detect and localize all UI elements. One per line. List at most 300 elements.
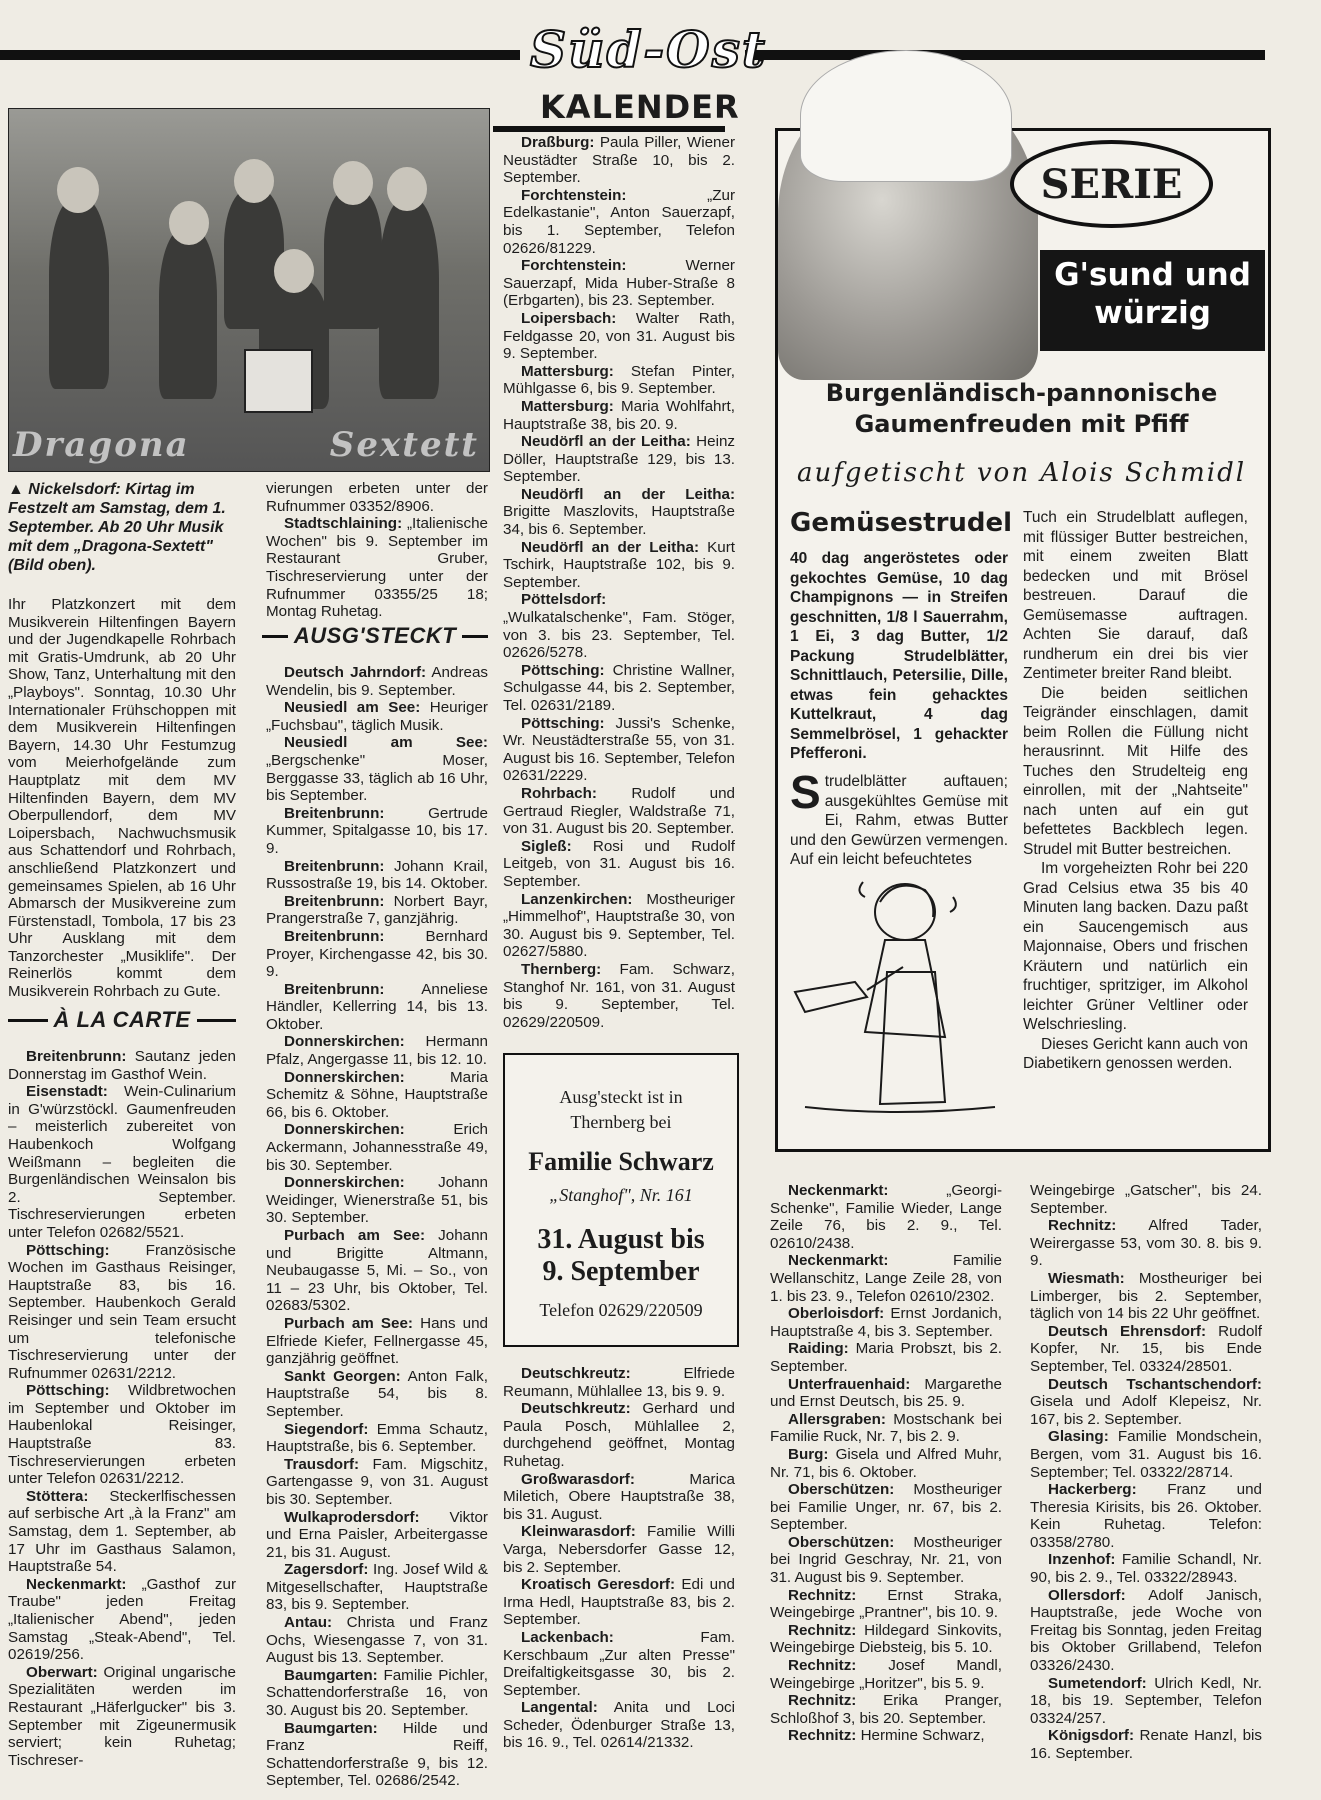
entry-text: Hildegard Sinkovits, Weingebirge Diebsteig, bis 5. 10.	[770, 1621, 1002, 1657]
entry-place: Breitenbrunn:	[26, 1048, 127, 1065]
entry-place: Unterfrauenhaid:	[788, 1375, 911, 1393]
list-item	[266, 1421, 488, 1456]
entry-place: Pöttsching:	[521, 714, 605, 732]
entry-place: Langental:	[521, 1699, 598, 1717]
list-item	[770, 1587, 1002, 1622]
entry-text: Adolf Janisch, Hauptstraße, jede Woche von Freitag bis Sonntag, jeden Freitag bis Oktober Grillabend, Telefon 03326/2430.	[1030, 1586, 1262, 1675]
method-left	[790, 766, 1008, 870]
entry-place: Glasing:	[1048, 1428, 1109, 1446]
entry-text: Marica Miletich, Obere Hauptstraße 38, bis 31. August.	[503, 1470, 735, 1523]
method-right-4: Dieses Gericht kann auch von Diabetikern genossen werden.	[1023, 1035, 1248, 1072]
entry-place: Neudörfl an der Leitha:	[521, 538, 699, 556]
list-item	[503, 539, 735, 592]
entry-text: Anneliese Händler, Kellerring 14, bis 13. Oktober.	[266, 980, 488, 1033]
entry-place: Hackerberg:	[1048, 1481, 1137, 1499]
entry-text: Jussi's Schenke, Wr. Neustädterstraße 55, von 31. August bis 16. September, Telefon 02631/2229.	[503, 714, 735, 785]
entry-place: Großwarasdorf:	[521, 1470, 635, 1488]
list-item	[503, 1699, 735, 1752]
entry-place: Breitenbrunn:	[284, 927, 385, 945]
entry-place: Inzenhof:	[1048, 1551, 1116, 1569]
list-item	[266, 1561, 488, 1614]
promo-phone: Telefon 02629/220509	[539, 1300, 703, 1320]
list-item	[503, 1471, 735, 1524]
entry-place: Neckenmarkt:	[26, 1575, 127, 1593]
entry-place: Forchtenstein:	[521, 257, 627, 275]
entry-place: Donnerskirchen:	[284, 1121, 405, 1139]
watermark-left: Dragona	[13, 425, 190, 465]
entry-text: Hans und Elfriede Kiefer, Fellnergasse 45, ganzjährig geöffnet.	[266, 1314, 488, 1368]
list-item	[266, 664, 488, 699]
promo-line2: Thernberg bei	[570, 1112, 672, 1132]
entry-place: Pöttsching:	[26, 1382, 110, 1400]
entry-text: Christa und Franz Ochs, Wiesengasse 7, von 31. August bis 13. September.	[266, 1614, 488, 1667]
entry-text: Renate Hanzl, bis 16. September.	[1030, 1727, 1262, 1762]
list-item	[1030, 1270, 1262, 1323]
entry-place: Breitenbrunn:	[284, 892, 385, 910]
entry-text: Mostheuriger bei Ingrid Geschray, Nr. 21, von 31. August bis 9. September.	[770, 1533, 1002, 1587]
entry-place: Oberloisdorf:	[788, 1305, 885, 1323]
list-item	[770, 1411, 1002, 1446]
method-right-3: Im vorgeheizten Rohr bei 220 Grad Celsius etwa 35 bis 40 Minuten lang backen. Dazu paßt ein Saucengemisch aus Majonnaise, Obers und frischen Kräutern und natürlich ein fruchtiger, spritziger, im Alkohol leichter Grüner Veltliner oder Welschriesling.	[1023, 860, 1248, 1033]
section-title: AUSG'STECKT	[293, 623, 457, 648]
entry-text: Hermine Schwarz,	[856, 1727, 985, 1745]
section-rule	[262, 635, 288, 638]
entry-place: Kleinwarasdorf:	[521, 1523, 636, 1541]
list-item	[8, 1576, 236, 1664]
entry-text: Familie Schandl, Nr. 90, bis 2. 9., Tel. 03322/28943.	[1030, 1551, 1262, 1587]
entry-text: Maria Schemitz & Söhne, Hauptstraße 66, bis 6. Oktober.	[266, 1068, 488, 1121]
list-item	[1030, 1727, 1262, 1762]
list-item	[770, 1534, 1002, 1587]
promo-name: Familie Schwarz	[528, 1147, 714, 1176]
entry-text: „Wulkatalschenke", Fam. Stöger, von 3. bis 23. September, Tel. 02626/5278.	[503, 609, 735, 662]
band-photo	[8, 108, 490, 472]
column-1	[8, 596, 236, 1001]
list-item	[266, 515, 488, 621]
section-title: À LA CARTE	[53, 1007, 191, 1032]
entry-place: Pöttsching:	[521, 661, 605, 679]
entry-text: Steckerlfischessen auf serbische Art „à la Franz" am Samstag, dem 1. September, ab 17 Uhr im Gasthaus Salamon, Hauptstraße 54.	[8, 1487, 236, 1576]
promo-dates2: 9. September	[542, 1256, 700, 1287]
entry-place: Lanzenkirchen:	[521, 890, 633, 908]
entry-text: Wein-Culinarium in G'würzstöckl. Gaumenfreuden – meisterlich zubereitet von Haubenkoch Wolfgang Weißmann – begleiten die Burgenländischen Weinsalon bis 2. September. Tischreservierungen erbeten unter Telefon 02682/5521.	[8, 1083, 236, 1241]
list-item	[503, 1400, 735, 1470]
entry-text: Brigitte Maszlovits, Hauptstraße 34, bis 6. September.	[503, 503, 735, 539]
entry-text: Anton Falk, Hauptstraße 54, bis 8. September.	[266, 1367, 488, 1420]
entry-text: Fam. Schwarz, Stanghof Nr. 161, von 31. August bis 9. September, Tel. 02629/220509.	[503, 960, 735, 1031]
ingredients: 40 dag angeröstetes oder gekochtes Gemüse, 10 dag Champignons — in Streifen geschnitten, 1/8 l Sauerrahm, 1 Ei, 3 dag Butter, 1/2 Packung Strudelblätter, Schnittlauch, Petersilie, Dille, etwas fein gehacktes Kuttelkraut, 4 dag Semmelbrösel, 1 gehackter Pfefferoni.	[790, 550, 1008, 762]
column-5	[1030, 1182, 1262, 1763]
list-item	[503, 486, 735, 539]
entry-place: Eisenstadt:	[26, 1083, 108, 1101]
entry-place: Rechnitz:	[788, 1621, 857, 1639]
photo-figure	[333, 161, 373, 205]
entry-text: Bernhard Proyer, Kirchengasse 42, bis 30. 9.	[266, 927, 488, 981]
entry-place: Raiding:	[788, 1340, 849, 1358]
list-item	[503, 398, 735, 433]
list-item	[503, 961, 735, 1031]
entry-place: Deutschkreutz:	[521, 1400, 631, 1418]
entry-place: Sankt Georgen:	[284, 1367, 401, 1385]
cook-illustration	[785, 872, 1010, 1122]
entry-place: Neusiedl am See:	[284, 734, 488, 752]
list-item	[503, 433, 735, 486]
entry-text: Erich Ackermann, Johannesstraße 49, bis 30. September.	[266, 1121, 488, 1174]
entry-place: Mattersburg:	[521, 397, 614, 415]
promo-line1: Ausg'steckt ist in	[559, 1087, 683, 1107]
entry-text: Viktor und Erna Paisler, Arbeitergasse 21, bis 31. August.	[266, 1508, 488, 1561]
entry-text: Gisela und Adolf Klepeisz, Nr. 167, bis 2. September.	[1030, 1393, 1262, 1428]
column-1-carte	[8, 1048, 236, 1769]
watermark-right: Sextett	[329, 425, 479, 465]
list-item	[1030, 1323, 1262, 1376]
entry-text: Rosi und Rudolf Leitgeb, von 31. August bis 16. September.	[503, 837, 735, 890]
entry-text: Mostheuriger bei Familie Unger, nr. 67, bis 2. September.	[770, 1481, 1002, 1534]
list-item	[503, 662, 735, 715]
entry-place: Rechnitz:	[788, 1727, 857, 1745]
entry-place: Baumgarten:	[284, 1666, 378, 1684]
entry-place: Donnerskirchen:	[284, 1068, 405, 1086]
list-item	[503, 257, 735, 310]
column-3-lower	[503, 1365, 735, 1752]
entry-place: Ollersdorf:	[1048, 1586, 1126, 1604]
continued-text: vierungen erbeten unter der Rufnummer 03352/8906.	[266, 480, 488, 515]
entry-place: Zagersdorf:	[284, 1561, 369, 1579]
list-item	[266, 805, 488, 858]
list-item	[1030, 1428, 1262, 1481]
entry-place: Breitenbrunn:	[284, 980, 385, 998]
list-item	[503, 838, 735, 891]
column-2-list	[266, 664, 488, 1790]
entry-text: Elfriede Reumann, Mühlallee 13, bis 9. 9.	[503, 1365, 735, 1400]
entry-text: Stefan Pinter, Mühlgasse 6, bis 9. September.	[503, 362, 735, 398]
entry-text: Gerhard und Paula Posch, Mühlallee 2, durchgehend geöffnet, Montag Ruhetag.	[503, 1400, 735, 1470]
gsund-banner	[1040, 250, 1265, 351]
entry-place: Deutsch Tschantschendorf:	[1048, 1375, 1262, 1393]
entry-text: Familie Wellanschitz, Lange Zeile 28, von 1. bis 23. 9., Telefon 02610/2302.	[770, 1252, 1002, 1305]
list-item	[8, 1382, 236, 1488]
entry-place: Allersgraben:	[788, 1410, 886, 1428]
entry-place: Wiesmath:	[1048, 1269, 1125, 1287]
gsund-line2: würzig	[1094, 295, 1211, 331]
entry-text: Alfred Tader, Weirergasse 53, vom 30. 8. bis 9. 9.	[1030, 1217, 1262, 1270]
list-item	[770, 1727, 1002, 1745]
photo-figure	[379, 199, 439, 399]
top-rule-left	[0, 50, 520, 60]
steam	[859, 882, 865, 897]
list-item	[8, 1488, 236, 1576]
entry-text: Rudolf und Gertraud Riegler, Waldstraße 71, von 31. August bis 20. September.	[503, 784, 735, 838]
recipe-title-line2: Gaumenfreuden mit Pfiff	[854, 410, 1189, 438]
photo-watermark	[9, 425, 489, 465]
entry-text: Mostheuriger bei Limberger, bis 2. September, täglich von 14 bis 22 Uhr geöffnet.	[1030, 1269, 1262, 1323]
entry-text: Maria Wohlfahrt, Hauptstraße 38, bis 20. 9.	[503, 397, 735, 433]
entry-text: Erika Pranger, Schloßhof 3, bis 20. September.	[770, 1692, 1002, 1727]
entry-text: Französische Wochen im Gasthaus Reisinger, Hauptstraße 83, bis 16. September. Haubenkoch Gerald Reisinger und sein Team ersucht um telefonische Tischreservierung unter der Rufnummer 02631/2212.	[8, 1241, 236, 1382]
list-item	[266, 1368, 488, 1421]
list-item	[266, 858, 488, 893]
serie-badge: SERIE	[1010, 140, 1213, 228]
list-item	[770, 1252, 1002, 1305]
entry-text: Wildbretwochen im September und Oktober im Haubenlokal Reisinger, Hauptstraße 83. Tischreservierungen erbeten unter Telefon 02631/2212.	[8, 1382, 236, 1488]
list-item	[770, 1376, 1002, 1411]
entry-text: Hilde und Franz Reiff, Schattendorferstraße 9, bis 12. September, Tel. 02686/2542.	[266, 1719, 488, 1790]
entry-text: Ernst Jordanich, Hauptstraße 4, bis 3. September.	[770, 1305, 1002, 1340]
ground-line	[805, 1107, 995, 1112]
section-rule	[8, 1019, 48, 1022]
list-item	[1030, 1376, 1262, 1429]
list-item	[266, 1033, 488, 1068]
entry-text: Norbert Bayr, Prangerstraße 7, ganzjährig.	[266, 892, 488, 928]
entry-place: Forchtenstein:	[521, 186, 627, 204]
method-right-1: Tuch ein Strudelblatt auflegen, mit flüssiger Butter bestreichen, mit einem zweiten Blatt bedecken und mit Brösel bestreuen. Darauf die Gemüsemasse auftragen. Achten Sie darauf, daß rundherum ein drei bis vier Zentimeter breiter Rand bleibt.	[1023, 509, 1248, 682]
entry-place: Pöttelsdorf:	[521, 591, 607, 609]
photo-figure	[234, 159, 274, 203]
logo-script: Süd-Ost	[530, 20, 767, 79]
list-item	[266, 981, 488, 1034]
photo-figure	[169, 201, 209, 245]
photo-accordion	[244, 349, 313, 413]
entry-text: „Gasthof zur Traube" jeden Freitag „Italienischer Abend", jeden Samstag „Steak-Abend", Tel. 02619/256.	[8, 1575, 236, 1664]
list-item	[1030, 1481, 1262, 1551]
entry-text: Familie Pichler, Schattendorferstraße 16, von 30. August bis 20. September.	[266, 1666, 488, 1720]
chef-hat	[800, 50, 1012, 182]
list-item	[503, 1629, 735, 1699]
entry-place: Königsdorf:	[1048, 1727, 1135, 1745]
photo-figure	[49, 199, 109, 389]
list-item	[503, 1365, 735, 1400]
entry-place: Baumgarten:	[284, 1719, 378, 1737]
entry-text: Gertrude Kummer, Spitalgasse 10, bis 17. 9.	[266, 804, 488, 857]
entry-text: Hermann Pfalz, Angergasse 11, bis 12. 10.	[266, 1033, 488, 1069]
photo-figure	[159, 229, 217, 399]
entry-text: Heinz Döller, Hauptstraße 129, bis 13. September.	[503, 433, 735, 486]
column-2	[266, 480, 488, 621]
list-item	[266, 1121, 488, 1174]
entry-place: Neckenmarkt:	[788, 1252, 889, 1270]
dropcap: S	[790, 766, 821, 818]
entry-text: Heuriger „Fuchsbau", täglich Musik.	[266, 699, 488, 734]
cook-arm	[867, 967, 903, 990]
entry-place: Rechnitz:	[788, 1586, 857, 1604]
entry-text: Gisela und Alfred Muhr, Nr. 71, bis 6. Oktober.	[770, 1445, 1002, 1481]
list-item	[8, 1083, 236, 1241]
list-item	[266, 1720, 488, 1790]
entry-text: Ing. Josef Wild & Mitgesellschafter, Hauptstraße 83, bis 9. September.	[266, 1561, 488, 1614]
entry-text: Paula Piller, Wiener Neustädter Straße 10, bis 2. September.	[503, 134, 735, 187]
entry-place: Oberschützen:	[788, 1533, 895, 1551]
photo-figure	[324, 189, 382, 329]
cook-tray	[795, 982, 867, 1012]
list-item	[503, 1523, 735, 1576]
entry-text: „Georgi-Schenke", Familie Wieder, Lange Zeile 76, bis 2. 9., Tel. 02610/2438.	[770, 1182, 1002, 1252]
list-item	[266, 1614, 488, 1667]
entry-place: Neudörfl an der Leitha:	[521, 485, 735, 503]
entry-text: Johann Krail, Russostraße 19, bis 14. Oktober.	[266, 857, 489, 893]
list-item	[503, 715, 735, 785]
method-right-2: Die beiden seitlichen Teigränder einschlagen, damit beim Rollen die Füllung nicht herausrinnt. Mit Hilfe des Tuches den Strudelteig eng einrollen, mit der „Nahtseite" nach unten auf ein gut befettetes Backblech legen. Strudel mit Butter bestreichen.	[1023, 684, 1248, 858]
entry-text: Fam. Migschitz, Gartengasse 9, von 31. August bis 30. September.	[266, 1455, 488, 1508]
entry-text: Sautanz jeden Donnerstag im Gasthof Wein.	[8, 1048, 236, 1083]
entry-text: Josef Mandl, Weingebirge „Horitzer", bis 5. 9.	[770, 1657, 1002, 1692]
entry-text: Ulrich Kedl, Nr. 18, bis 19. September, Telefon 03324/257.	[1030, 1674, 1262, 1727]
entry-text: Johann Weidinger, Wienerstraße 51, bis 30. September.	[266, 1174, 488, 1227]
section-rule	[197, 1019, 237, 1022]
entry-text: Werner Sauerzapf, Mida Huber-Straße 8 (Erbgarten), bis 23. September.	[503, 257, 735, 310]
entry-text: Familie Willi Varga, Nebersdorfer Gasse 12, bis 2. September.	[503, 1523, 735, 1576]
recipe-title-line1: Burgenländisch-pannonische	[825, 379, 1218, 407]
entry-text: Franz und Theresia Kirisits, bis 26. Oktober. Kein Ruhetag. Telefon: 03358/2780.	[1030, 1481, 1262, 1551]
entry-text: Original ungarische Spezialitäten werden im Restaurant „Häferlgucker" bis 3. September mit Zigeunermusik serviert; kein Ruhetag; Tischreser-	[8, 1663, 236, 1769]
entry-text: Anita und Loci Scheder, Ödenburger Straße 13, bis 16. 9., Tel. 02614/21332.	[503, 1699, 735, 1752]
list-item	[770, 1622, 1002, 1657]
entry-place: Purbach am See:	[284, 1227, 426, 1244]
list-item	[1030, 1675, 1262, 1728]
list-item	[503, 785, 735, 838]
entry-place: Loipersbach:	[521, 309, 617, 327]
entry-text: Christine Wallner, Schulgasse 44, bis 2. September, Tel. 02631/2189.	[503, 661, 735, 714]
entry-place: Rechnitz:	[788, 1692, 857, 1710]
list-item	[266, 1069, 488, 1122]
section-head-ausgsteckt	[262, 623, 488, 649]
list-item	[1030, 1587, 1262, 1675]
list-item	[266, 1315, 488, 1368]
list-item	[770, 1340, 1002, 1375]
recipe-title	[778, 378, 1265, 440]
photo-figure	[274, 249, 314, 293]
entry-place: Pöttsching:	[26, 1241, 110, 1259]
entry-place: Siegendorf:	[284, 1420, 369, 1438]
entry-place: Lackenbach:	[521, 1628, 614, 1646]
entry-text: „Bergschenke" Moser, Berggasse 33, täglich ab 16 Uhr, bis September.	[266, 751, 488, 805]
list-item	[1030, 1217, 1262, 1270]
list-item	[266, 928, 488, 981]
entry-text: „Italienische Wochen" bis 9. September im Restaurant Gruber, Tischreservierung unter der Rufnummer 03355/25 18; Montag Ruhetag.	[266, 515, 488, 621]
entry-place: Wulkaprodersdorf:	[284, 1508, 420, 1526]
entry-place: Rohrbach:	[521, 784, 597, 802]
list-item	[770, 1305, 1002, 1340]
section-head-carte	[8, 1007, 236, 1033]
entry-text: Emma Schautz, Hauptstraße, bis 6. September.	[266, 1420, 488, 1456]
entry-place: Stöttera:	[26, 1487, 89, 1505]
byline: aufgetischt von Alois Schmidl	[796, 458, 1247, 488]
entry-text: Edi und Irma Hedl, Hauptstraße 83, bis 2. September.	[503, 1576, 735, 1629]
logo-underline	[493, 126, 725, 132]
list-item	[770, 1692, 1002, 1727]
photo-figure	[57, 167, 99, 213]
list-item	[266, 1667, 488, 1720]
entry-place: Antau:	[284, 1614, 333, 1632]
entry-text: Johann und Brigitte Altmann, Neubaugasse 5, Mi. – So., von 11 – 23 Uhr, bis Oktober, Tel. 02683/5302.	[266, 1227, 488, 1315]
list-item	[503, 1576, 735, 1629]
list-item	[266, 734, 488, 804]
entry-place: Deutsch Ehrensdorf:	[1048, 1322, 1207, 1340]
continued-text: Weingebirge „Gatscher", bis 24. September.	[1030, 1182, 1262, 1217]
entry-place: Trausdorf:	[284, 1455, 360, 1473]
entry-place: Kroatisch Geresdorf:	[521, 1576, 676, 1594]
list-item	[503, 187, 735, 257]
entry-place: Sigleß:	[521, 837, 572, 855]
list-item	[266, 1456, 488, 1509]
entry-text: Rudolf Kopfer, Nr. 15, bis Ende September, Tel. 03324/28501.	[1030, 1322, 1262, 1375]
entry-text: Mostheuriger „Himmelhof", Hauptstraße 30, von 30. August bis 9. September, Tel. 02627/5880.	[503, 890, 735, 961]
list-item	[8, 1664, 236, 1770]
entry-place: Neusiedl am See:	[284, 699, 421, 717]
entry-place: Neudörfl an der Leitha:	[521, 433, 691, 451]
list-item	[266, 1227, 488, 1315]
method-right	[1023, 508, 1248, 1074]
entry-place: Purbach am See:	[284, 1314, 413, 1332]
entry-place: Stadtschlaining:	[284, 515, 403, 533]
entry-place: Oberschützen:	[788, 1481, 895, 1499]
list-item	[770, 1481, 1002, 1534]
entry-place: Rechnitz:	[1048, 1217, 1117, 1235]
list-item	[770, 1657, 1002, 1692]
logo-main: KALENDER	[540, 88, 740, 126]
column-5-list	[1030, 1217, 1262, 1762]
list-item	[266, 893, 488, 928]
list-item	[266, 699, 488, 734]
photo-caption: ▲ Nickelsdorf: Kirtag im Festzelt am Samstag, dem 1. September. Ab 20 Uhr Musik mit dem „Dragona-Sextett" (Bild oben).	[8, 481, 226, 574]
promo-box	[503, 1053, 739, 1347]
entry-text: „Zur Edelkastanie", Anton Sauerzapf, bis 1. September, Telefon 02626/81229.	[503, 186, 735, 257]
entry-place: Donnerskirchen:	[284, 1033, 405, 1051]
list-item	[770, 1182, 1002, 1252]
column-3	[503, 134, 735, 1031]
column-4	[770, 1182, 1002, 1745]
list-item	[503, 891, 735, 961]
list-item	[770, 1446, 1002, 1481]
list-item	[503, 134, 735, 187]
entry-text: Mostschank bei Familie Ruck, Nr. 7, bis 2. 9.	[770, 1410, 1002, 1446]
promo-dates1: 31. August bis	[537, 1224, 705, 1255]
photo-figure	[387, 167, 427, 211]
list-item	[1030, 1551, 1262, 1586]
entry-place: Thernberg:	[521, 960, 602, 978]
list-item	[8, 1048, 236, 1083]
entry-place: Draßburg:	[521, 134, 595, 151]
promo-address: „Stanghof", Nr. 161	[549, 1185, 693, 1205]
entry-text: Ernst Straka, Weingebirge „Prantner", bis 10. 9.	[770, 1586, 1002, 1622]
list-item	[503, 310, 735, 363]
entry-place: Breitenbrunn:	[284, 857, 385, 875]
entry-place: Mattersburg:	[521, 362, 614, 380]
steam	[950, 897, 956, 912]
entry-place: Deutschkreutz:	[521, 1365, 631, 1382]
entry-text: Kurt Tschirk, Hauptstraße 102, bis 9. September.	[503, 538, 735, 591]
section-rule	[462, 635, 488, 638]
entry-place: Sumetendorf:	[1048, 1674, 1147, 1692]
entry-place: Neckenmarkt:	[788, 1182, 889, 1199]
entry-text: Familie Mondschein, Bergen, vom 31. August bis 16. September; Tel. 03322/28714.	[1030, 1428, 1262, 1481]
entry-place: Oberwart:	[26, 1663, 98, 1681]
entry-place: Rechnitz:	[788, 1657, 857, 1675]
entry-place: Burg:	[788, 1445, 829, 1463]
entry-text: Margarethe und Ernst Deutsch, bis 25. 9.	[770, 1375, 1002, 1411]
list-item	[503, 363, 735, 398]
list-item	[266, 1174, 488, 1227]
entry-text: Andreas Wendelin, bis 9. September.	[266, 664, 488, 699]
entry-place: Donnerskirchen:	[284, 1174, 405, 1192]
entry-place: Deutsch Jahrndorf:	[284, 664, 427, 681]
cook-dress	[865, 940, 945, 1037]
list-item	[266, 1509, 488, 1562]
gsund-line1: G'sund und	[1054, 257, 1251, 293]
list-item	[8, 1242, 236, 1383]
list-item	[503, 591, 735, 661]
entry-place: Breitenbrunn:	[284, 804, 385, 822]
entry-text: Walter Rath, Feldgasse 20, von 31. August bis 9. September.	[503, 309, 735, 363]
